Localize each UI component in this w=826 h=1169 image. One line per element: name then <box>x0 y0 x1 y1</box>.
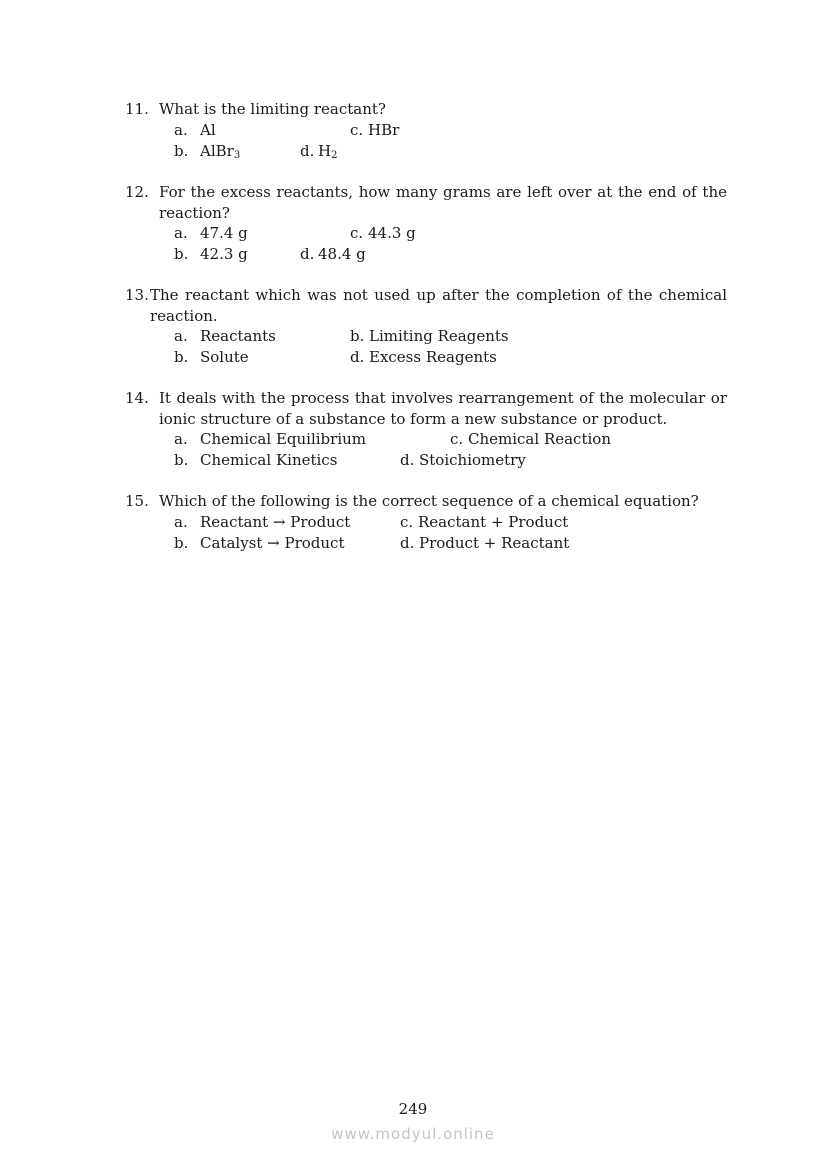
question-text: The reactant which was not used up after the completion of the chemical reaction. <box>150 286 727 325</box>
choice-c: Solute <box>200 348 249 366</box>
choice-label: d. <box>400 534 415 552</box>
choice-label: d. <box>350 348 365 366</box>
choice-d: $H_2$ <box>318 142 338 161</box>
choice-label: c. <box>450 430 464 448</box>
question-number: 13. <box>125 286 149 304</box>
choice-label: b. <box>174 245 189 263</box>
choice-label: b. <box>174 534 189 552</box>
choice-a: Al <box>200 121 216 139</box>
choice-d: Product + Reactant <box>419 534 570 552</box>
choice-label: c. <box>350 121 364 139</box>
choice-label: d. <box>400 451 415 469</box>
choice-a: Reactants <box>200 327 276 345</box>
choice-label: a. <box>174 327 188 345</box>
choice-label: c. <box>400 513 414 531</box>
choice-label: b. <box>174 142 189 160</box>
choice-d: Excess Reagents <box>369 348 497 366</box>
watermark: www.modyul.online <box>331 1125 495 1143</box>
choice-d: 48.4 g <box>318 245 366 263</box>
question-number: 11. <box>125 100 149 118</box>
question-text: What is the limiting reactant? <box>159 100 386 118</box>
question-text: Which of the following is the correct sequence of a chemical equation? <box>159 492 699 510</box>
choice-label: b. <box>350 327 365 345</box>
choice-b: Catalyst → Product <box>200 534 345 552</box>
page-number: 249 <box>398 1100 428 1118</box>
choice-label: c. <box>350 224 364 242</box>
question-number: 14. <box>125 389 149 407</box>
choice-a: 47.4 g <box>200 224 248 242</box>
choice-label: a. <box>174 224 188 242</box>
question-text: It deals with the process that involves rearrangement of the molecular or ionic structure of a substance to form a new substance or product. <box>159 389 727 428</box>
choice-label: a. <box>174 513 188 531</box>
choice-c: Reactant + Product <box>418 513 569 531</box>
choice-label: b. <box>174 348 189 366</box>
choice-a: Chemical Equilibrium <box>200 430 367 448</box>
choice-label: d. <box>300 245 315 263</box>
choice-b: AlBr$_3$ <box>200 142 241 161</box>
question-number: 12. <box>125 183 149 201</box>
choice-b: 42.3 g <box>200 245 248 263</box>
question-text: For the excess reactants, how many grams are left over at the end of the reaction? <box>159 183 727 222</box>
choice-a: Reactant → Product <box>200 513 351 531</box>
choice-c: 44.3 g <box>368 224 416 242</box>
choice-label: a. <box>174 430 188 448</box>
choice-b: Limiting Reagents <box>369 327 509 345</box>
choice-d: Stoichiometry <box>419 451 526 469</box>
choice-label: d. <box>300 142 315 160</box>
choice-label: a. <box>174 121 188 139</box>
choice-c: Chemical Reaction <box>468 430 611 448</box>
choice-label: b. <box>174 451 189 469</box>
choice-b: Chemical Kinetics <box>200 451 338 469</box>
question-number: 15. <box>125 492 149 510</box>
choice-c: HBr <box>368 121 400 139</box>
